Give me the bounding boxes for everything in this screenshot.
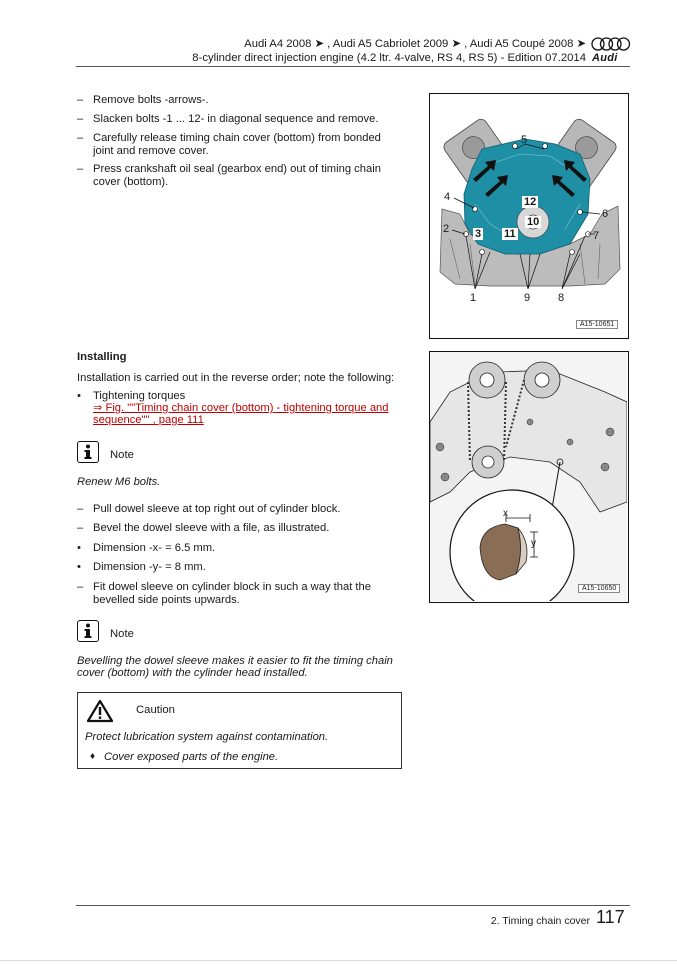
caution-item: Cover exposed parts of the engine. <box>104 751 279 763</box>
callout-8: 8 <box>558 292 565 304</box>
installing-heading: Installing <box>77 351 127 363</box>
list-marker: – <box>77 522 84 534</box>
list-marker: – <box>77 503 84 515</box>
callout-12: 12 <box>524 196 537 208</box>
callout-3: 3 <box>475 228 482 240</box>
list-marker: – <box>77 113 84 125</box>
step-text: Press crankshaft oil seal (gearbox end) out of timing chain cover (bottom). <box>93 163 381 188</box>
note-text: Renew M6 bolts. <box>77 476 161 488</box>
callout-6: 6 <box>602 208 609 220</box>
note-text: Bevelling the dowel sleeve makes it easier to fit the timing chain cover (bottom) with the cylinder head installed. <box>77 655 393 679</box>
warning-triangle-icon <box>86 699 114 723</box>
footer-divider <box>76 905 630 906</box>
figure-ref: A15-10651 <box>576 320 618 329</box>
callout-5: 5 <box>521 134 528 146</box>
dimension-y-label: y <box>531 538 536 549</box>
step-text: Remove bolts -arrows-. <box>93 94 209 106</box>
list-marker: – <box>77 132 84 144</box>
page-number: 117 <box>596 907 625 927</box>
installing-intro: Installation is carried out in the reverse order; note the following: <box>77 372 395 384</box>
step-text: Carefully release timing chain cover (bottom) from bonded joint and remove cover. <box>93 132 381 157</box>
header-divider <box>76 66 630 67</box>
torque-figure-link[interactable]: ⇒ Fig. ""Timing chain cover (bottom) - tightening torque and sequence"" , page 111 <box>93 402 389 426</box>
step-text: Bevel the dowel sleeve with a file, as illustrated. <box>93 522 330 534</box>
dowel-sleeve-diagram <box>430 352 627 601</box>
list-marker: – <box>77 581 84 593</box>
info-icon <box>77 441 99 463</box>
caution-box <box>77 692 402 769</box>
step-text: Pull dowel sleeve at top right out of cylinder block. <box>93 503 341 515</box>
figure-dowel-sleeve <box>429 351 629 603</box>
brand-wordmark: Audi <box>592 52 618 64</box>
diamond-bullet: ♦ <box>90 751 96 762</box>
list-marker: – <box>77 94 84 106</box>
caution-label: Caution <box>136 704 175 716</box>
step-text: Dimension -x- = 6.5 mm. <box>93 542 216 554</box>
callout-2: 2 <box>443 223 450 235</box>
dimension-x-label: x <box>503 508 508 519</box>
list-marker: • <box>77 542 81 554</box>
step-text: Dimension -y- = 8 mm. <box>93 561 206 573</box>
callout-11: 11 <box>504 228 516 240</box>
info-icon <box>77 620 99 642</box>
footer-section: 2. Timing chain cover <box>490 915 590 927</box>
callout-4: 4 <box>444 191 451 203</box>
callout-10: 10 <box>527 216 540 228</box>
callout-9: 9 <box>524 292 531 304</box>
bullet-marker: • <box>77 390 81 402</box>
audi-rings-icon <box>590 36 632 52</box>
figure-ref: A15-10650 <box>578 584 620 593</box>
page-edge <box>0 960 677 961</box>
figure-timing-cover-bolts <box>429 93 629 339</box>
callout-7: 7 <box>593 230 600 242</box>
step-text: Fit dowel sleeve on cylinder block in such a way that the bevelled side points upwards. <box>93 581 371 606</box>
callout-1: 1 <box>470 292 477 304</box>
list-marker: • <box>77 561 81 573</box>
header-engine: 8-cylinder direct injection engine (4.2 ltr. 4-valve, RS 4, RS 5) - Edition 07.2014 <box>192 52 586 64</box>
step-text: Slacken bolts -1 ... 12- in diagonal sequence and remove. <box>93 113 379 125</box>
caution-text: Protect lubrication system against contamination. <box>85 731 329 743</box>
list-marker: – <box>77 163 84 175</box>
header-models: Audi A4 2008 ➤ , Audi A5 Cabriolet 2009 ➤ , Audi A5 Coupé 2008 ➤ <box>244 38 586 50</box>
note-label: Note <box>110 628 134 640</box>
note-label: Note <box>110 449 134 461</box>
torque-bullet: Tightening torques <box>93 390 186 402</box>
